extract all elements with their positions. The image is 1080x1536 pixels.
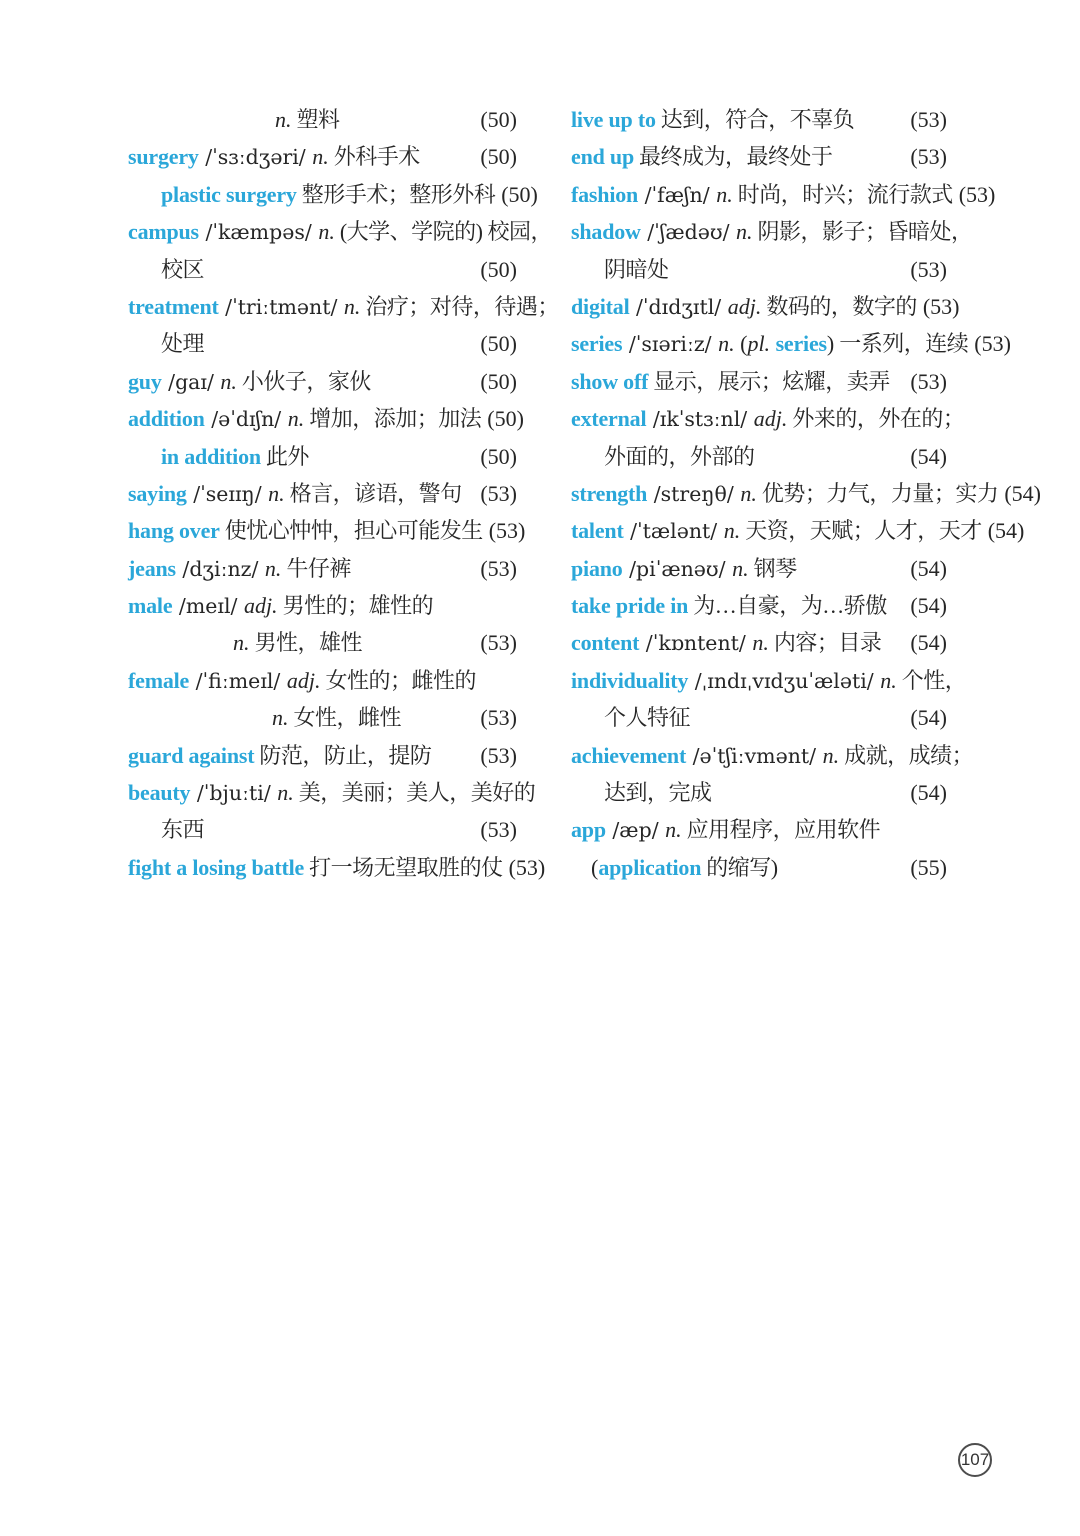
chinese-gloss: 防范，防止，提防 bbox=[254, 742, 432, 768]
chinese-gloss: 应用程序，应用软件 bbox=[681, 817, 881, 843]
entry-line bbox=[128, 811, 517, 848]
entry-line bbox=[571, 475, 1041, 512]
entry-line bbox=[571, 176, 996, 213]
entry-text bbox=[571, 587, 887, 624]
chinese-gloss: 一系列，连续 bbox=[834, 331, 969, 357]
entry-line bbox=[128, 325, 517, 362]
page-ref: (53) bbox=[910, 368, 947, 394]
page-ref: (53) bbox=[480, 555, 517, 581]
headword: app bbox=[571, 817, 606, 843]
latin-text: ( bbox=[734, 331, 748, 357]
pos-label: n. bbox=[665, 817, 682, 843]
chinese-gloss: 外来的，外在的； bbox=[787, 406, 965, 432]
entry-text bbox=[161, 811, 204, 848]
entry-text bbox=[604, 774, 712, 811]
entry-line bbox=[128, 662, 517, 699]
entry-line bbox=[571, 512, 1025, 549]
phonetic: /ˈseɪɪŋ/ bbox=[186, 481, 269, 506]
pos-label: n. bbox=[822, 742, 840, 768]
page-ref: (50) bbox=[480, 144, 517, 170]
pos-label: pl. bbox=[747, 331, 771, 357]
entry-line bbox=[571, 251, 947, 288]
phonetic: /ɪkˈstɜːnl/ bbox=[646, 407, 754, 432]
page-ref: (55) bbox=[910, 854, 947, 880]
entry-text bbox=[128, 213, 552, 251]
entry-line bbox=[128, 176, 538, 213]
headword: addition bbox=[128, 406, 205, 432]
headword: take pride in bbox=[571, 593, 689, 619]
entry-text bbox=[128, 400, 481, 438]
chinese-gloss: 天资，天赋；人才，天才 bbox=[740, 518, 982, 544]
pos-label: n. bbox=[277, 780, 294, 806]
entry-line bbox=[128, 251, 517, 288]
pos-label: n. bbox=[264, 555, 282, 581]
chinese-gloss: 时尚，时兴；流行款式 bbox=[732, 181, 953, 207]
headword: beauty bbox=[128, 780, 191, 806]
pos-label: n. bbox=[233, 630, 250, 656]
page-ref: (54) bbox=[910, 705, 947, 731]
phonetic: /ˈsɪəriːz/ bbox=[622, 332, 719, 357]
phonetic: /streŋθ/ bbox=[647, 481, 741, 506]
chinese-gloss: 个性， bbox=[896, 667, 967, 693]
page-ref: (53) bbox=[480, 742, 517, 768]
latin-text: ) bbox=[826, 331, 835, 357]
headword: treatment bbox=[128, 293, 219, 319]
chinese-gloss: 为…自豪，为…骄傲 bbox=[688, 593, 887, 619]
page-ref: (54) bbox=[987, 518, 1025, 544]
headword: series bbox=[571, 331, 623, 357]
entry-text bbox=[571, 363, 890, 400]
headword: external bbox=[571, 406, 647, 432]
phonetic: /ˈkæmpəs/ bbox=[198, 220, 319, 245]
entry-line bbox=[128, 363, 517, 400]
chinese-gloss: 显示，展示；炫耀，卖弄 bbox=[648, 368, 890, 394]
page-ref: (54) bbox=[1004, 480, 1041, 506]
pos-label: adj. bbox=[286, 667, 321, 693]
entry-line bbox=[571, 849, 947, 886]
entry-text bbox=[128, 550, 351, 588]
headword: digital bbox=[571, 293, 630, 319]
entry-text bbox=[571, 176, 953, 214]
page-ref: (53) bbox=[910, 107, 947, 132]
page-ref: (53) bbox=[480, 630, 517, 656]
chinese-gloss: 男性，雄性 bbox=[249, 630, 363, 656]
entry-line bbox=[571, 550, 947, 587]
entry-line bbox=[571, 213, 973, 250]
chinese-gloss: 使忧心忡忡，担心可能发生 bbox=[219, 518, 483, 544]
pos-label: n. bbox=[312, 144, 329, 170]
chinese-gloss: 处理 bbox=[161, 331, 205, 357]
chinese-gloss: (大学、学院的) 校园， bbox=[334, 219, 552, 245]
entry-text bbox=[128, 774, 535, 812]
phonetic: /ˌɪndɪˌvɪdʒuˈæləti/ bbox=[688, 668, 881, 693]
phonetic: /ˈkɒntent/ bbox=[639, 631, 753, 656]
chinese-gloss: 个人特征 bbox=[604, 705, 691, 731]
entry-text bbox=[571, 550, 797, 588]
pos-label: adj. bbox=[243, 593, 278, 619]
latin-text: ( bbox=[591, 854, 599, 880]
headword: achievement bbox=[571, 742, 687, 768]
headword: application bbox=[598, 854, 702, 880]
entry-text bbox=[161, 176, 495, 213]
headword: fight a losing battle bbox=[128, 854, 305, 880]
pos-label: adj. bbox=[753, 406, 788, 432]
chinese-gloss: 女性，雌性 bbox=[288, 705, 402, 731]
phonetic: /ˈtriːtmənt/ bbox=[218, 294, 344, 319]
chinese-gloss: 最终成为，最终处于 bbox=[634, 144, 833, 170]
entry-text bbox=[128, 849, 503, 886]
pos-label: n. bbox=[723, 518, 741, 544]
entry-text bbox=[161, 438, 309, 475]
chinese-gloss: 男性的；雄性的 bbox=[277, 593, 434, 619]
entry-text bbox=[571, 101, 854, 138]
entry-text bbox=[571, 288, 917, 326]
pos-label: n. bbox=[880, 667, 897, 693]
page-ref: (53) bbox=[958, 181, 996, 207]
page-ref: (50) bbox=[480, 443, 517, 469]
entry-text bbox=[128, 512, 483, 549]
entry-text bbox=[161, 325, 204, 362]
entry-text bbox=[128, 662, 476, 700]
chinese-gloss: 阴影，影子；昏暗处， bbox=[752, 219, 973, 245]
headword: male bbox=[128, 593, 173, 619]
entry-text bbox=[128, 363, 371, 401]
phonetic: /piˈænəʊ/ bbox=[622, 556, 733, 581]
headword: plastic surgery bbox=[161, 181, 297, 207]
page-number: 107 bbox=[960, 1450, 990, 1469]
pos-label: n. bbox=[268, 480, 285, 506]
page-ref: (53) bbox=[974, 331, 1011, 357]
headword: show off bbox=[571, 368, 649, 394]
entry-text bbox=[128, 138, 420, 176]
pos-label: n. bbox=[718, 331, 735, 357]
page-ref: (54) bbox=[910, 593, 947, 619]
chinese-gloss: 塑料 bbox=[291, 107, 340, 132]
pos-label: n. bbox=[343, 293, 361, 319]
entry-line bbox=[128, 512, 526, 549]
chinese-gloss: 牛仔裤 bbox=[281, 555, 351, 581]
entry-line bbox=[128, 774, 536, 811]
phonetic: /ˈfiːmeɪl/ bbox=[189, 668, 287, 693]
entry-line bbox=[128, 213, 552, 250]
wordlist-columns bbox=[128, 101, 1041, 886]
page-ref: (53) bbox=[910, 256, 947, 282]
page-ref: (50) bbox=[480, 107, 517, 132]
entry-text bbox=[604, 699, 690, 736]
entry-text bbox=[571, 475, 998, 513]
phonetic: /meɪl/ bbox=[172, 594, 244, 619]
pos-label: n. bbox=[287, 406, 305, 432]
headword: jeans bbox=[128, 555, 176, 581]
entry-line bbox=[128, 849, 546, 886]
chinese-gloss: 校区 bbox=[161, 256, 205, 282]
entry-text bbox=[161, 251, 204, 288]
entry-text bbox=[571, 512, 982, 550]
entry-line bbox=[571, 662, 967, 699]
chinese-gloss: 外科手术 bbox=[328, 144, 420, 170]
headword: guard against bbox=[128, 742, 255, 768]
page-ref: (54) bbox=[910, 555, 947, 581]
page-ref: (50) bbox=[501, 181, 538, 207]
page-ref: (50) bbox=[480, 368, 517, 394]
pos-label: n. bbox=[740, 480, 757, 506]
page-ref: (53) bbox=[922, 293, 960, 319]
entry-text bbox=[272, 699, 401, 736]
chinese-gloss: 阴暗处 bbox=[604, 256, 669, 282]
headword: individuality bbox=[571, 667, 689, 693]
pos-label: n. bbox=[220, 368, 237, 394]
entry-line bbox=[571, 325, 1011, 362]
entry-text bbox=[571, 213, 973, 251]
phonetic: /əˈdɪʃn/ bbox=[204, 407, 288, 432]
pos-label: n. bbox=[275, 107, 292, 132]
headword: content bbox=[571, 630, 640, 656]
chinese-gloss: 成就，成绩； bbox=[839, 742, 974, 768]
chinese-gloss: 达到，完成 bbox=[604, 780, 712, 806]
entry-line bbox=[571, 587, 947, 624]
entry-line bbox=[128, 587, 517, 624]
chinese-gloss: 的缩写) bbox=[701, 854, 778, 880]
page-ref: (50) bbox=[480, 331, 517, 357]
chinese-gloss: 优势；力气，力量；实力 bbox=[756, 480, 999, 506]
entry-line bbox=[571, 288, 960, 325]
page-ref: (50) bbox=[487, 406, 524, 432]
phonetic: /ˈtælənt/ bbox=[623, 519, 724, 544]
page-ref: (53) bbox=[488, 518, 526, 544]
entry-text bbox=[128, 587, 433, 625]
entry-text bbox=[128, 737, 431, 774]
chinese-gloss: 此外 bbox=[260, 443, 309, 469]
page-ref: (50) bbox=[480, 256, 517, 282]
entry-line bbox=[128, 737, 517, 774]
pos-label: n. bbox=[752, 630, 769, 656]
page-ref: (53) bbox=[480, 817, 517, 843]
entry-text bbox=[128, 288, 559, 326]
entry-line bbox=[128, 138, 517, 175]
headword: live up to bbox=[571, 107, 656, 132]
entry-line bbox=[128, 475, 517, 512]
entry-line bbox=[571, 774, 947, 811]
headword: hang over bbox=[128, 518, 220, 544]
entry-text bbox=[571, 624, 881, 662]
pos-label: n. bbox=[318, 219, 335, 245]
phonetic: /ˈdɪdʒɪtl/ bbox=[629, 294, 728, 319]
entry-text bbox=[233, 624, 362, 661]
phonetic: /ˈbjuːti/ bbox=[190, 781, 278, 806]
page-number-badge bbox=[958, 1443, 992, 1477]
headword: end up bbox=[571, 144, 635, 170]
entry-text bbox=[604, 438, 755, 475]
phonetic: /æp/ bbox=[605, 818, 666, 843]
entry-text bbox=[591, 849, 778, 886]
page-ref: (54) bbox=[910, 443, 947, 469]
wordlist-column-left bbox=[128, 101, 559, 886]
phonetic: /dʒiːnz/ bbox=[175, 556, 265, 581]
chinese-gloss: 内容；目录 bbox=[768, 630, 882, 656]
headword: in addition bbox=[161, 443, 261, 469]
chinese-gloss: 外面的，外部的 bbox=[604, 443, 755, 469]
page-ref: (53) bbox=[480, 480, 517, 506]
chinese-gloss: 数码的，数字的 bbox=[761, 293, 917, 319]
entry-text bbox=[128, 475, 462, 513]
entry-line bbox=[571, 101, 947, 138]
pos-label: n. bbox=[732, 555, 749, 581]
entry-line bbox=[571, 138, 947, 175]
headword: surgery bbox=[128, 144, 199, 170]
entry-text bbox=[571, 811, 880, 849]
entry-line bbox=[128, 288, 559, 325]
chinese-gloss: 格言，谚语，警句 bbox=[284, 480, 462, 506]
page-ref: (53) bbox=[910, 144, 947, 170]
chinese-gloss: 治疗；对待，待遇； bbox=[360, 293, 559, 319]
headword: shadow bbox=[571, 219, 641, 245]
chinese-gloss: 钢琴 bbox=[748, 555, 797, 581]
page-ref: (53) bbox=[508, 854, 546, 880]
headword: talent bbox=[571, 518, 624, 544]
entry-line bbox=[571, 737, 974, 774]
page-ref: (53) bbox=[480, 705, 517, 731]
chinese-gloss: 东西 bbox=[161, 817, 205, 843]
headword: series bbox=[775, 331, 827, 357]
entry-line bbox=[128, 550, 517, 587]
phonetic: /ˈʃædəʊ/ bbox=[640, 220, 737, 245]
entry-line bbox=[571, 400, 965, 437]
entry-text bbox=[275, 101, 340, 138]
chinese-gloss: 达到，符合，不辜负 bbox=[655, 107, 855, 132]
entry-text bbox=[571, 737, 973, 775]
entry-text bbox=[571, 325, 968, 363]
headword: strength bbox=[571, 480, 648, 506]
chinese-gloss: 增加，添加；加法 bbox=[304, 406, 482, 432]
chinese-gloss: 打一场无望取胜的仗 bbox=[304, 854, 503, 880]
entry-line bbox=[128, 624, 517, 661]
entry-line bbox=[571, 438, 947, 475]
headword: guy bbox=[128, 368, 162, 394]
wordlist-column-right bbox=[571, 101, 1041, 886]
phonetic: /əˈtʃiːvmənt/ bbox=[686, 743, 823, 768]
entry-line bbox=[128, 699, 517, 736]
entry-text bbox=[571, 400, 964, 438]
entry-line bbox=[571, 811, 947, 848]
entry-text bbox=[571, 138, 833, 175]
headword: fashion bbox=[571, 181, 639, 207]
chinese-gloss: 整形手术；整形外科 bbox=[296, 181, 496, 207]
headword: female bbox=[128, 667, 190, 693]
pos-label: n. bbox=[736, 219, 753, 245]
phonetic: /ˈsɜːdʒəri/ bbox=[198, 145, 313, 170]
chinese-gloss: 美，美丽；美人，美好的 bbox=[293, 780, 536, 806]
entry-line bbox=[571, 363, 947, 400]
chinese-gloss: 女性的；雌性的 bbox=[320, 667, 476, 693]
entry-line bbox=[128, 101, 517, 138]
page-ref: (54) bbox=[910, 780, 947, 806]
entry-line bbox=[571, 624, 947, 661]
pos-label: n. bbox=[272, 705, 289, 731]
entry-text bbox=[571, 662, 966, 700]
pos-label: n. bbox=[716, 181, 733, 207]
phonetic: /ˈfæʃn/ bbox=[638, 182, 717, 207]
entry-line bbox=[128, 438, 517, 475]
entry-line bbox=[128, 400, 524, 437]
entry-line bbox=[571, 699, 947, 736]
pos-label: adj. bbox=[727, 293, 762, 319]
page-ref: (54) bbox=[910, 630, 947, 656]
headword: campus bbox=[128, 219, 199, 245]
headword: saying bbox=[128, 480, 187, 506]
chinese-gloss: 小伙子，家伙 bbox=[236, 368, 371, 394]
phonetic: /gaɪ/ bbox=[161, 369, 221, 394]
entry-text bbox=[604, 251, 669, 288]
headword: piano bbox=[571, 555, 623, 581]
